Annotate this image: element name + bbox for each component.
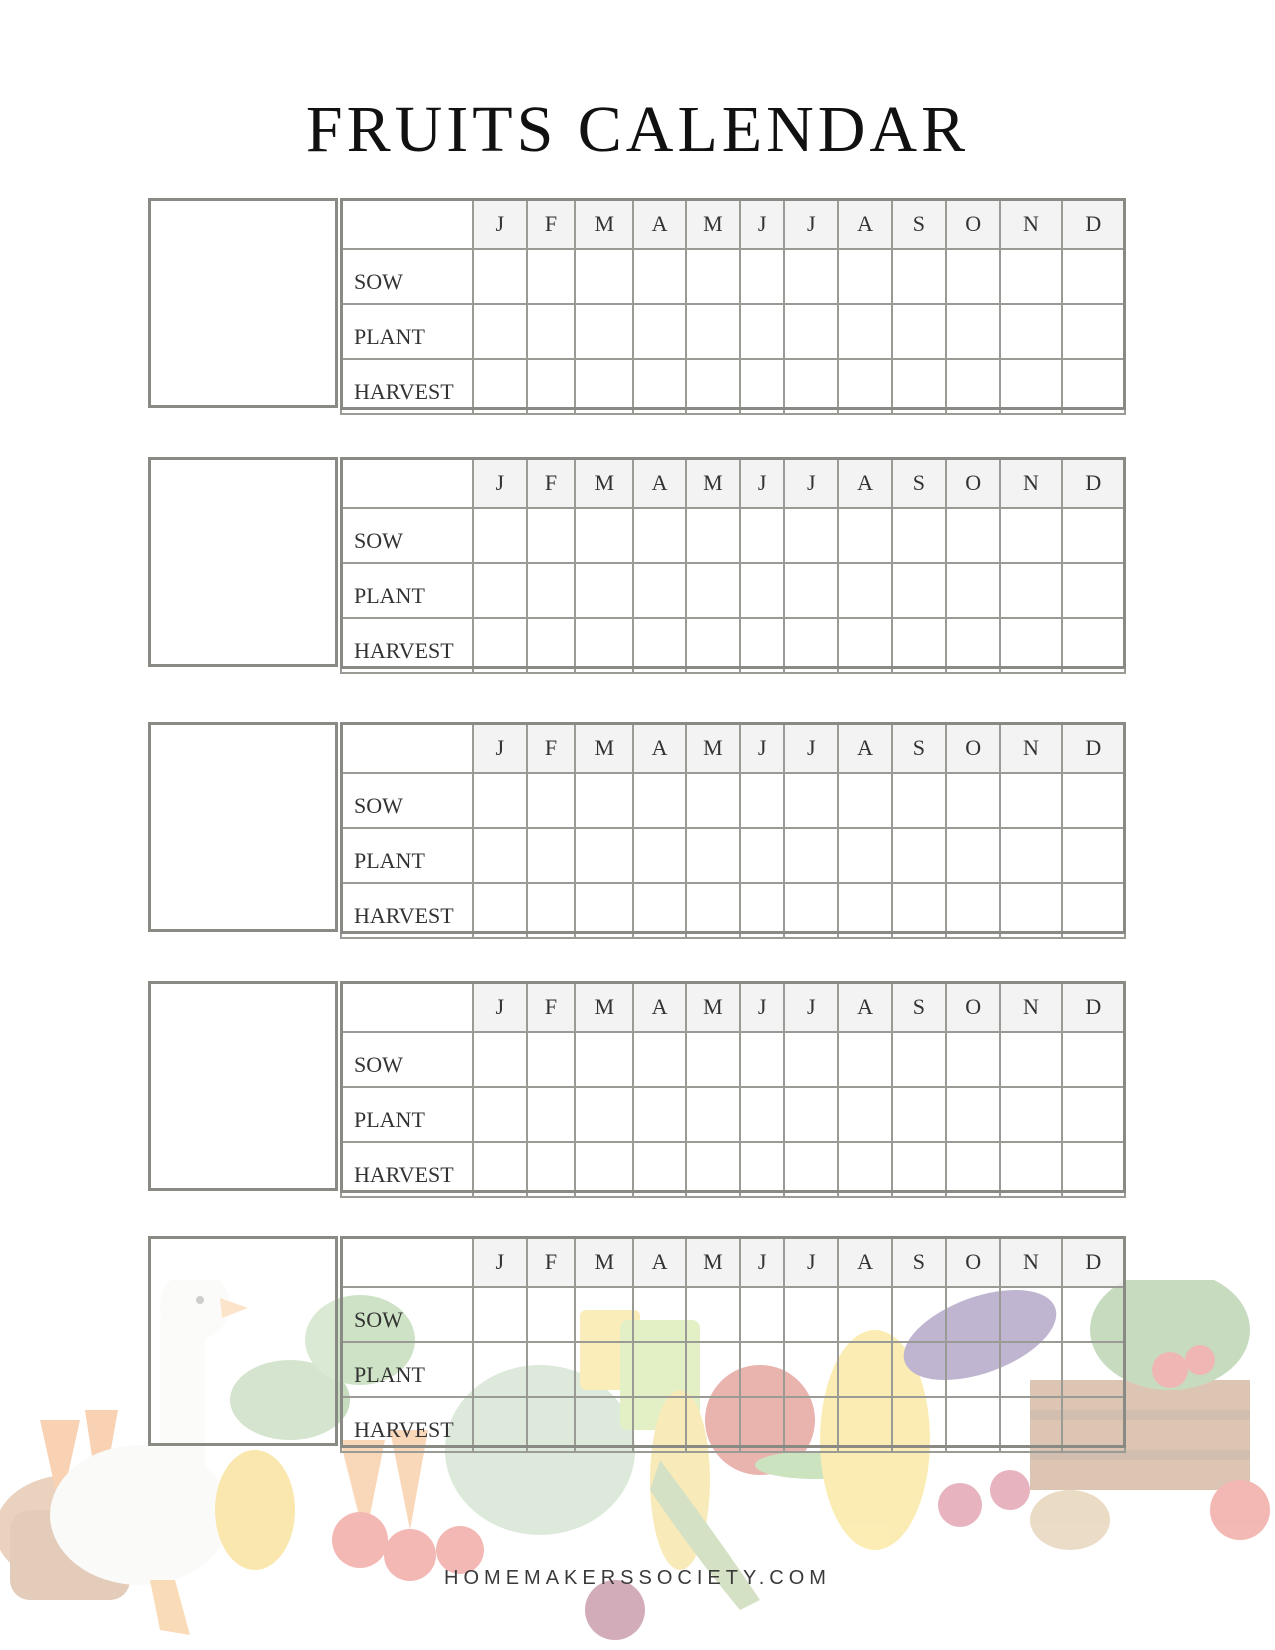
fruit-calendar-grid: [340, 457, 1126, 674]
month-cell[interactable]: [473, 1342, 527, 1397]
month-cell[interactable]: [892, 773, 946, 828]
footer-website: HOMEMAKERSSOCIETY.COM: [444, 1567, 831, 1589]
month-cell[interactable]: [1062, 1287, 1125, 1342]
month-header: D: [1062, 723, 1125, 773]
month-header: D: [1062, 458, 1125, 508]
month-cell[interactable]: [575, 618, 633, 673]
month-cell[interactable]: [740, 359, 784, 414]
month-header: J: [784, 199, 838, 249]
month-cell[interactable]: [575, 1342, 633, 1397]
month-cell[interactable]: [784, 773, 838, 828]
month-cell[interactable]: [686, 1397, 740, 1452]
month-cell[interactable]: [1000, 883, 1061, 938]
month-cell[interactable]: [838, 1087, 891, 1142]
month-cell[interactable]: [784, 1397, 838, 1452]
month-cell[interactable]: [1062, 1397, 1125, 1452]
month-cell[interactable]: [686, 1287, 740, 1342]
month-cell[interactable]: [473, 883, 527, 938]
month-cell[interactable]: [1000, 618, 1061, 673]
month-cell[interactable]: [527, 618, 575, 673]
month-cell[interactable]: [575, 1142, 633, 1197]
month-cell[interactable]: [473, 828, 527, 883]
month-header: A: [838, 723, 891, 773]
row-label-harvest: HARVEST: [341, 883, 473, 938]
month-header: F: [527, 458, 575, 508]
month-header: S: [892, 458, 946, 508]
month-cell[interactable]: [838, 883, 891, 938]
month-cell[interactable]: [1000, 1032, 1061, 1087]
month-cell[interactable]: [633, 618, 685, 673]
month-cell[interactable]: [575, 773, 633, 828]
month-cell[interactable]: [1062, 828, 1125, 883]
month-cell[interactable]: [740, 1397, 784, 1452]
header-blank: [341, 723, 473, 773]
month-cell[interactable]: [740, 1142, 784, 1197]
month-cell[interactable]: [892, 1087, 946, 1142]
month-cell[interactable]: [473, 1287, 527, 1342]
month-cell[interactable]: [784, 1087, 838, 1142]
month-header: F: [527, 982, 575, 1032]
month-cell[interactable]: [1000, 828, 1061, 883]
month-header: O: [946, 1237, 1000, 1287]
month-header: J: [473, 982, 527, 1032]
month-cell[interactable]: [686, 883, 740, 938]
month-cell[interactable]: [686, 1087, 740, 1142]
month-header: J: [784, 723, 838, 773]
month-cell[interactable]: [946, 1087, 1000, 1142]
month-cell[interactable]: [1062, 1342, 1125, 1397]
month-cell[interactable]: [784, 1342, 838, 1397]
month-cell[interactable]: [946, 618, 1000, 673]
month-cell[interactable]: [1000, 304, 1061, 359]
month-cell[interactable]: [892, 1397, 946, 1452]
month-cell[interactable]: [892, 618, 946, 673]
page-title: FRUITS CALENDAR: [305, 93, 970, 166]
month-cell[interactable]: [686, 1032, 740, 1087]
month-cell[interactable]: [473, 1032, 527, 1087]
month-header: D: [1062, 1237, 1125, 1287]
row-label-sow: SOW: [341, 773, 473, 828]
month-cell[interactable]: [892, 508, 946, 563]
month-cell[interactable]: [838, 563, 891, 618]
row-label-harvest: HARVEST: [341, 1397, 473, 1452]
month-cell[interactable]: [740, 508, 784, 563]
month-cell[interactable]: [527, 828, 575, 883]
month-header: F: [527, 199, 575, 249]
month-cell[interactable]: [1000, 249, 1061, 304]
month-cell[interactable]: [892, 563, 946, 618]
month-header: F: [527, 723, 575, 773]
month-cell[interactable]: [1000, 1087, 1061, 1142]
fruit-block: [148, 1236, 1126, 1450]
month-cell[interactable]: [838, 618, 891, 673]
month-cell[interactable]: [946, 883, 1000, 938]
month-cell[interactable]: [575, 508, 633, 563]
row-label-plant: PLANT: [341, 304, 473, 359]
row-label-plant: PLANT: [341, 1342, 473, 1397]
month-cell[interactable]: [633, 773, 685, 828]
month-cell[interactable]: [946, 1032, 1000, 1087]
month-cell[interactable]: [1062, 249, 1125, 304]
month-cell[interactable]: [473, 508, 527, 563]
row-label-harvest: HARVEST: [341, 618, 473, 673]
month-cell[interactable]: [1062, 773, 1125, 828]
month-header: J: [473, 723, 527, 773]
month-cell[interactable]: [784, 883, 838, 938]
month-header: O: [946, 458, 1000, 508]
month-cell[interactable]: [740, 249, 784, 304]
month-cell[interactable]: [686, 249, 740, 304]
month-header: M: [575, 723, 633, 773]
month-cell[interactable]: [838, 773, 891, 828]
month-cell[interactable]: [784, 304, 838, 359]
month-cell[interactable]: [633, 1287, 685, 1342]
month-header: J: [740, 199, 784, 249]
month-cell[interactable]: [892, 883, 946, 938]
month-cell[interactable]: [527, 773, 575, 828]
month-cell[interactable]: [892, 1287, 946, 1342]
month-cell[interactable]: [838, 359, 891, 414]
month-cell[interactable]: [784, 359, 838, 414]
month-header: J: [740, 458, 784, 508]
month-cell[interactable]: [946, 508, 1000, 563]
month-cell[interactable]: [784, 828, 838, 883]
month-header: M: [686, 982, 740, 1032]
month-cell[interactable]: [946, 563, 1000, 618]
month-cell[interactable]: [473, 563, 527, 618]
month-cell[interactable]: [633, 1342, 685, 1397]
month-header: N: [1000, 1237, 1061, 1287]
month-cell[interactable]: [838, 249, 891, 304]
month-cell[interactable]: [1000, 563, 1061, 618]
month-cell[interactable]: [740, 1087, 784, 1142]
month-header: M: [686, 199, 740, 249]
month-cell[interactable]: [740, 773, 784, 828]
month-header: A: [838, 458, 891, 508]
month-cell[interactable]: [740, 883, 784, 938]
month-cell[interactable]: [838, 1342, 891, 1397]
pepper-icon: [215, 1450, 295, 1570]
month-cell[interactable]: [633, 304, 685, 359]
fruit-block: [148, 198, 1126, 412]
month-header: F: [527, 1237, 575, 1287]
month-header: O: [946, 199, 1000, 249]
month-cell[interactable]: [686, 359, 740, 414]
row-label-plant: PLANT: [341, 1087, 473, 1142]
month-cell[interactable]: [946, 1397, 1000, 1452]
month-cell[interactable]: [633, 1087, 685, 1142]
month-cell[interactable]: [946, 828, 1000, 883]
month-cell[interactable]: [1062, 359, 1125, 414]
month-header: S: [892, 1237, 946, 1287]
month-cell[interactable]: [633, 1032, 685, 1087]
month-cell[interactable]: [633, 1397, 685, 1452]
month-cell[interactable]: [473, 618, 527, 673]
month-cell[interactable]: [633, 508, 685, 563]
month-header: M: [575, 199, 633, 249]
month-cell[interactable]: [527, 1287, 575, 1342]
row-label-harvest: HARVEST: [341, 1142, 473, 1197]
month-cell[interactable]: [784, 563, 838, 618]
tomato-icon: [332, 1512, 388, 1568]
month-header: M: [575, 1237, 633, 1287]
month-cell[interactable]: [1000, 1142, 1061, 1197]
month-header: M: [575, 982, 633, 1032]
month-cell[interactable]: [1062, 563, 1125, 618]
month-header: D: [1062, 982, 1125, 1032]
month-cell[interactable]: [686, 563, 740, 618]
month-cell[interactable]: [473, 304, 527, 359]
month-cell[interactable]: [946, 1287, 1000, 1342]
header-blank: [341, 458, 473, 508]
month-cell[interactable]: [575, 883, 633, 938]
month-cell[interactable]: [740, 1032, 784, 1087]
month-cell[interactable]: [1062, 1087, 1125, 1142]
month-cell[interactable]: [527, 359, 575, 414]
month-cell[interactable]: [1000, 508, 1061, 563]
month-header: S: [892, 723, 946, 773]
month-cell[interactable]: [1062, 883, 1125, 938]
month-header: J: [473, 199, 527, 249]
month-header: A: [633, 458, 685, 508]
month-header: A: [633, 199, 685, 249]
month-header: A: [838, 982, 891, 1032]
month-header: A: [633, 723, 685, 773]
fruit-name-box[interactable]: [148, 198, 338, 408]
month-cell[interactable]: [1000, 359, 1061, 414]
month-cell[interactable]: [575, 828, 633, 883]
fruit-calendar-grid: [340, 198, 1126, 415]
month-cell[interactable]: [1000, 1342, 1061, 1397]
month-cell[interactable]: [946, 1342, 1000, 1397]
month-cell[interactable]: [633, 563, 685, 618]
month-cell[interactable]: [527, 1342, 575, 1397]
month-cell[interactable]: [527, 563, 575, 618]
month-header: J: [740, 723, 784, 773]
month-cell[interactable]: [633, 883, 685, 938]
month-cell[interactable]: [892, 359, 946, 414]
month-cell[interactable]: [575, 1032, 633, 1087]
month-cell[interactable]: [527, 1397, 575, 1452]
month-header: D: [1062, 199, 1125, 249]
month-cell[interactable]: [1062, 1142, 1125, 1197]
month-cell[interactable]: [892, 1142, 946, 1197]
month-header: J: [473, 1237, 527, 1287]
header-blank: [341, 199, 473, 249]
month-cell[interactable]: [740, 828, 784, 883]
month-cell[interactable]: [527, 508, 575, 563]
month-cell[interactable]: [838, 508, 891, 563]
month-cell[interactable]: [838, 1142, 891, 1197]
month-cell[interactable]: [838, 1032, 891, 1087]
month-cell[interactable]: [892, 1032, 946, 1087]
month-cell[interactable]: [686, 618, 740, 673]
month-cell[interactable]: [1062, 508, 1125, 563]
month-header: N: [1000, 458, 1061, 508]
month-cell[interactable]: [838, 1287, 891, 1342]
month-cell[interactable]: [527, 1142, 575, 1197]
row-label-plant: PLANT: [341, 563, 473, 618]
month-header: N: [1000, 723, 1061, 773]
month-cell[interactable]: [740, 1287, 784, 1342]
month-cell[interactable]: [740, 304, 784, 359]
month-cell[interactable]: [946, 249, 1000, 304]
row-label-sow: SOW: [341, 1032, 473, 1087]
month-cell[interactable]: [740, 1342, 784, 1397]
month-cell[interactable]: [527, 883, 575, 938]
month-cell[interactable]: [784, 618, 838, 673]
month-header: O: [946, 723, 1000, 773]
month-cell[interactable]: [838, 1397, 891, 1452]
month-cell[interactable]: [892, 304, 946, 359]
fruit-name-box[interactable]: [148, 981, 338, 1191]
month-cell[interactable]: [686, 304, 740, 359]
month-cell[interactable]: [686, 773, 740, 828]
month-cell[interactable]: [892, 828, 946, 883]
month-cell[interactable]: [686, 1342, 740, 1397]
month-cell[interactable]: [1000, 1397, 1061, 1452]
month-cell[interactable]: [575, 359, 633, 414]
month-cell[interactable]: [838, 828, 891, 883]
header-blank: [341, 1237, 473, 1287]
month-header: A: [633, 982, 685, 1032]
month-cell[interactable]: [1062, 1032, 1125, 1087]
row-label-sow: SOW: [341, 508, 473, 563]
month-cell[interactable]: [740, 618, 784, 673]
month-cell[interactable]: [946, 304, 1000, 359]
month-header: S: [892, 199, 946, 249]
month-header: N: [1000, 982, 1061, 1032]
month-header: J: [784, 982, 838, 1032]
carrot-icon: [40, 1420, 80, 1510]
month-header: J: [473, 458, 527, 508]
month-header: J: [784, 458, 838, 508]
month-cell[interactable]: [892, 1342, 946, 1397]
month-header: M: [686, 1237, 740, 1287]
month-header: J: [784, 1237, 838, 1287]
month-cell[interactable]: [473, 1397, 527, 1452]
month-cell[interactable]: [838, 304, 891, 359]
month-header: M: [575, 458, 633, 508]
month-cell[interactable]: [575, 249, 633, 304]
fruit-calendar-grid: [340, 1236, 1126, 1453]
month-header: M: [686, 458, 740, 508]
month-cell[interactable]: [946, 359, 1000, 414]
fruit-calendar-grid: [340, 981, 1126, 1198]
month-cell[interactable]: [1000, 773, 1061, 828]
month-cell[interactable]: [473, 1087, 527, 1142]
fruit-calendar-grid: [340, 722, 1126, 939]
month-cell[interactable]: [633, 1142, 685, 1197]
month-header: A: [838, 199, 891, 249]
month-cell[interactable]: [1062, 618, 1125, 673]
fruit-block: [148, 981, 1126, 1195]
row-label-plant: PLANT: [341, 828, 473, 883]
month-cell[interactable]: [892, 249, 946, 304]
month-cell[interactable]: [633, 828, 685, 883]
month-cell[interactable]: [633, 359, 685, 414]
month-cell[interactable]: [784, 508, 838, 563]
month-cell[interactable]: [527, 304, 575, 359]
month-header: A: [838, 1237, 891, 1287]
fruit-name-box[interactable]: [148, 722, 338, 932]
month-cell[interactable]: [575, 1397, 633, 1452]
month-cell[interactable]: [633, 249, 685, 304]
month-header: A: [633, 1237, 685, 1287]
month-cell[interactable]: [473, 1142, 527, 1197]
row-label-harvest: HARVEST: [341, 359, 473, 414]
month-cell[interactable]: [784, 249, 838, 304]
month-cell[interactable]: [527, 1032, 575, 1087]
month-cell[interactable]: [473, 359, 527, 414]
month-header: J: [740, 1237, 784, 1287]
fruit-name-box[interactable]: [148, 1236, 338, 1446]
month-cell[interactable]: [473, 773, 527, 828]
fruit-block: [148, 457, 1126, 671]
month-header: J: [740, 982, 784, 1032]
month-header: M: [686, 723, 740, 773]
month-cell[interactable]: [784, 1142, 838, 1197]
month-cell[interactable]: [784, 1287, 838, 1342]
month-cell[interactable]: [575, 304, 633, 359]
month-cell[interactable]: [575, 1087, 633, 1142]
row-label-sow: SOW: [341, 249, 473, 304]
month-header: N: [1000, 199, 1061, 249]
month-cell[interactable]: [784, 1032, 838, 1087]
month-cell[interactable]: [946, 1142, 1000, 1197]
month-cell[interactable]: [1062, 304, 1125, 359]
header-blank: [341, 982, 473, 1032]
month-cell[interactable]: [575, 563, 633, 618]
fruit-block: [148, 722, 1126, 936]
month-cell[interactable]: [527, 249, 575, 304]
month-cell[interactable]: [1000, 1287, 1061, 1342]
month-header: S: [892, 982, 946, 1032]
month-cell[interactable]: [740, 563, 784, 618]
month-cell[interactable]: [527, 1087, 575, 1142]
month-cell[interactable]: [473, 249, 527, 304]
month-cell[interactable]: [575, 1287, 633, 1342]
row-label-sow: SOW: [341, 1287, 473, 1342]
fruit-name-box[interactable]: [148, 457, 338, 667]
month-cell[interactable]: [946, 773, 1000, 828]
month-cell[interactable]: [686, 508, 740, 563]
month-cell[interactable]: [686, 828, 740, 883]
month-header: O: [946, 982, 1000, 1032]
month-cell[interactable]: [686, 1142, 740, 1197]
